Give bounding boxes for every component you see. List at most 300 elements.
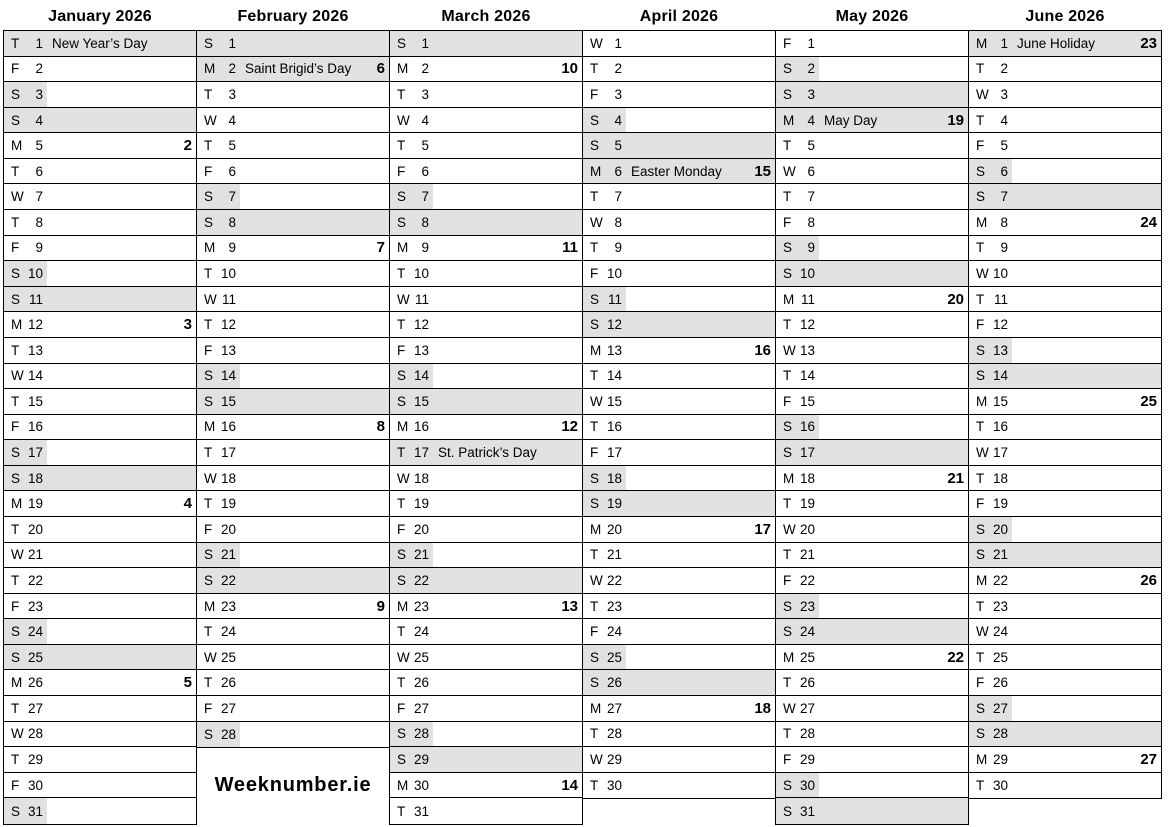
day-row [390, 543, 582, 569]
month-title: February 2026 [237, 8, 349, 25]
day-letter: W [11, 547, 24, 563]
day-number: 24 [992, 624, 1008, 640]
day-letter: F [11, 61, 20, 77]
day-letter: W [783, 342, 796, 358]
day-row [583, 108, 775, 134]
day-number: 8 [807, 214, 815, 230]
day-row [197, 338, 389, 364]
week-number: 23 [1140, 34, 1157, 52]
day-row [583, 773, 775, 799]
day-row [390, 619, 582, 645]
day-row [197, 415, 389, 441]
day-row [4, 389, 196, 415]
day-letter: T [204, 496, 213, 512]
day-letter: T [204, 265, 213, 281]
day-letter: S [397, 189, 407, 205]
day-number: 4 [228, 112, 236, 128]
day-row [197, 568, 389, 594]
day-letter: T [976, 778, 985, 794]
day-row [776, 184, 968, 210]
day-row [390, 338, 582, 364]
day-number: 7 [421, 189, 429, 205]
day-letter: W [783, 700, 796, 716]
day-letter: S [590, 317, 600, 333]
day-row [969, 82, 1161, 108]
day-number: 13 [606, 342, 622, 358]
month-title: January 2026 [48, 8, 152, 25]
day-number: 4 [421, 112, 429, 128]
day-letter: T [204, 86, 213, 102]
day-letter: W [590, 35, 603, 51]
day-letter: F [590, 265, 599, 281]
day-number: 3 [1000, 86, 1008, 102]
month-column-may [775, 4, 969, 825]
day-letter: S [590, 112, 600, 128]
day-row [4, 773, 196, 799]
day-number: 30 [799, 777, 815, 793]
day-row [969, 543, 1161, 569]
month-grid [3, 30, 197, 825]
holiday-label: Saint Brigid’s Day [245, 61, 352, 77]
day-row [583, 338, 775, 364]
day-letter: T [397, 496, 406, 512]
day-row [583, 210, 775, 236]
day-number: 17 [27, 445, 43, 461]
day-number: 29 [992, 751, 1008, 767]
day-row [776, 440, 968, 466]
day-letter: S [590, 291, 600, 307]
day-number: 14 [413, 368, 429, 384]
day-row [969, 696, 1161, 722]
day-letter: S [976, 189, 986, 205]
day-number: 19 [27, 496, 43, 512]
day-row [776, 210, 968, 236]
day-number: 9 [228, 240, 236, 256]
day-number: 23 [606, 598, 622, 614]
day-number: 6 [807, 163, 815, 179]
day-number: 30 [413, 777, 429, 793]
day-letter: M [783, 291, 795, 307]
day-number: 10 [799, 265, 815, 281]
day-row [390, 722, 582, 748]
day-row [969, 491, 1161, 517]
day-letter: M [11, 317, 23, 333]
day-row [776, 670, 968, 696]
day-letter: T [397, 86, 406, 102]
week-number: 16 [754, 341, 771, 359]
day-letter: M [783, 470, 795, 486]
day-letter: S [204, 547, 214, 563]
week-number: 10 [561, 60, 578, 78]
day-number: 6 [421, 163, 429, 179]
day-letter: T [397, 317, 406, 333]
day-row [390, 594, 582, 620]
day-letter: S [976, 342, 986, 358]
day-number: 2 [421, 61, 429, 77]
day-number: 5 [35, 138, 43, 154]
day-number: 23 [992, 598, 1008, 614]
day-letter: W [976, 624, 989, 640]
day-letter: S [976, 547, 986, 563]
day-letter: W [204, 112, 217, 128]
day-row [4, 594, 196, 620]
day-row [390, 645, 582, 671]
day-number: 10 [413, 265, 429, 281]
month-column-april [582, 4, 776, 799]
day-row [776, 82, 968, 108]
day-number: 8 [228, 214, 236, 230]
day-number: 18 [799, 470, 815, 486]
day-row [4, 261, 196, 287]
day-letter: M [590, 521, 602, 537]
day-letter: M [783, 112, 795, 128]
week-number: 26 [1140, 571, 1157, 589]
day-letter: F [397, 521, 406, 537]
day-letter: W [590, 572, 603, 588]
day-letter: W [976, 265, 989, 281]
day-letter: T [397, 624, 406, 640]
day-row [197, 440, 389, 466]
day-row [776, 338, 968, 364]
week-number: 8 [376, 418, 385, 436]
holiday-label: June Holiday [1017, 35, 1096, 51]
day-row [390, 466, 582, 492]
day-row [969, 594, 1161, 620]
day-letter: S [397, 572, 407, 588]
day-number: 24 [220, 624, 236, 640]
day-row [390, 31, 582, 57]
day-letter: F [397, 163, 406, 179]
day-number: 7 [807, 189, 815, 205]
day-number: 31 [27, 803, 43, 819]
week-number: 17 [754, 520, 771, 538]
week-number: 7 [376, 239, 385, 257]
day-number: 25 [27, 649, 43, 665]
day-letter: S [783, 265, 793, 281]
week-number: 18 [754, 699, 771, 717]
day-number: 27 [799, 700, 815, 716]
day-row [969, 108, 1161, 134]
day-letter: S [590, 496, 600, 512]
day-number: 22 [413, 572, 429, 588]
day-row [776, 722, 968, 748]
day-number: 22 [799, 572, 815, 588]
day-number: 18 [992, 470, 1008, 486]
day-letter: T [590, 726, 599, 742]
day-row [197, 184, 389, 210]
day-letter: T [11, 393, 20, 409]
day-number: 18 [27, 470, 43, 486]
day-letter: M [204, 598, 216, 614]
day-number: 8 [614, 214, 622, 230]
day-row [390, 210, 582, 236]
day-letter: F [976, 675, 985, 691]
day-row [969, 517, 1161, 543]
day-letter: T [204, 317, 213, 333]
day-number: 6 [228, 163, 236, 179]
day-letter: T [783, 726, 792, 742]
day-letter: W [11, 726, 24, 742]
week-number: 27 [1140, 750, 1157, 768]
day-letter: W [397, 649, 410, 665]
day-letter: S [11, 624, 21, 640]
day-row [197, 312, 389, 338]
day-row [583, 440, 775, 466]
day-row [390, 82, 582, 108]
day-number: 28 [413, 726, 429, 742]
day-number: 10 [992, 265, 1008, 281]
site-logo[interactable]: Weeknumber.ie [214, 774, 372, 797]
day-letter: T [783, 138, 792, 154]
day-row [776, 261, 968, 287]
day-number: 21 [27, 547, 43, 563]
day-number: 9 [421, 240, 429, 256]
day-row [969, 389, 1161, 415]
day-row [583, 491, 775, 517]
day-number: 8 [421, 214, 429, 230]
day-number: 6 [35, 163, 43, 179]
day-letter: T [204, 445, 213, 461]
day-number: 26 [27, 675, 43, 691]
day-number: 25 [799, 649, 815, 665]
day-number: 10 [606, 265, 622, 281]
day-letter: S [976, 521, 986, 537]
day-row [776, 619, 968, 645]
day-number: 15 [220, 393, 236, 409]
day-letter: W [397, 291, 410, 307]
day-row [776, 236, 968, 262]
day-letter: F [204, 342, 213, 358]
day-number: 13 [27, 342, 43, 358]
day-letter: T [783, 675, 792, 691]
day-row [969, 645, 1161, 671]
day-number: 3 [35, 86, 43, 102]
day-number: 17 [413, 445, 429, 461]
week-number: 2 [183, 137, 192, 155]
day-letter: T [11, 521, 20, 537]
day-number: 6 [1000, 163, 1008, 179]
day-number: 25 [992, 649, 1008, 665]
day-number: 4 [35, 112, 43, 128]
day-number: 12 [220, 317, 236, 333]
day-letter: W [11, 368, 24, 384]
day-row [583, 645, 775, 671]
day-row [776, 57, 968, 83]
week-number: 3 [183, 316, 192, 334]
day-row [197, 722, 389, 748]
day-number: 1 [807, 35, 815, 51]
day-number: 25 [413, 649, 429, 665]
day-number: 27 [606, 700, 622, 716]
day-number: 3 [228, 86, 236, 102]
day-letter: M [397, 777, 409, 793]
day-row [390, 415, 582, 441]
day-number: 22 [27, 572, 43, 588]
day-letter: S [397, 393, 407, 409]
day-letter: F [976, 496, 985, 512]
day-letter: M [783, 649, 795, 665]
day-number: 24 [606, 624, 622, 640]
day-number: 30 [992, 778, 1008, 794]
day-letter: T [783, 368, 792, 384]
day-letter: M [397, 419, 409, 435]
day-number: 28 [220, 726, 236, 742]
day-row [776, 389, 968, 415]
day-number: 5 [614, 138, 622, 154]
day-letter: F [204, 163, 213, 179]
day-row [776, 159, 968, 185]
day-letter: T [976, 61, 985, 77]
day-letter: T [397, 138, 406, 154]
day-letter: T [590, 547, 599, 563]
day-letter: S [783, 86, 793, 102]
day-row [4, 619, 196, 645]
day-letter: F [397, 342, 406, 358]
day-row [969, 184, 1161, 210]
day-number: 19 [220, 496, 236, 512]
day-number: 13 [799, 342, 815, 358]
day-letter: T [397, 265, 406, 281]
day-number: 20 [413, 521, 429, 537]
day-row [969, 440, 1161, 466]
day-letter: T [204, 138, 213, 154]
day-number: 7 [614, 189, 622, 205]
day-number: 29 [27, 751, 43, 767]
day-row [969, 287, 1161, 313]
day-letter: W [397, 112, 410, 128]
day-row [4, 747, 196, 773]
day-letter: S [783, 445, 793, 461]
day-letter: M [204, 419, 216, 435]
day-number: 21 [413, 547, 429, 563]
day-number: 15 [606, 393, 622, 409]
day-letter: T [397, 445, 406, 461]
day-row [4, 696, 196, 722]
day-row [4, 57, 196, 83]
day-number: 18 [606, 470, 622, 486]
day-letter: M [976, 393, 988, 409]
day-row [197, 389, 389, 415]
day-letter: T [11, 214, 20, 230]
day-letter: T [397, 675, 406, 691]
day-number: 11 [221, 291, 236, 307]
day-letter: T [590, 598, 599, 614]
day-row [776, 466, 968, 492]
day-row [583, 619, 775, 645]
day-number: 14 [992, 368, 1008, 384]
day-number: 11 [28, 291, 43, 307]
day-number: 1 [421, 35, 429, 51]
day-letter: M [204, 240, 216, 256]
day-number: 11 [993, 291, 1008, 307]
day-row [776, 798, 968, 824]
day-number: 26 [799, 675, 815, 691]
day-number: 7 [35, 189, 43, 205]
day-number: 3 [421, 86, 429, 102]
day-row [197, 210, 389, 236]
day-number: 9 [614, 240, 622, 256]
day-row [776, 594, 968, 620]
day-number: 10 [27, 265, 43, 281]
day-row [4, 543, 196, 569]
day-row [4, 364, 196, 390]
day-row [197, 82, 389, 108]
day-letter: T [11, 572, 20, 588]
day-letter: F [976, 138, 985, 154]
day-number: 27 [27, 700, 43, 716]
day-letter: S [397, 751, 407, 767]
day-row [4, 466, 196, 492]
day-number: 6 [614, 163, 622, 179]
day-letter: W [204, 291, 217, 307]
day-number: 12 [992, 317, 1008, 333]
day-row [776, 773, 968, 799]
day-row [969, 159, 1161, 185]
day-row [969, 722, 1161, 748]
month-grid [775, 30, 969, 825]
day-row [583, 389, 775, 415]
day-number: 23 [220, 598, 236, 614]
day-number: 28 [606, 726, 622, 742]
day-row [969, 773, 1161, 799]
day-number: 2 [35, 61, 43, 77]
day-row [583, 364, 775, 390]
month-column-june [968, 4, 1162, 799]
day-number: 2 [807, 61, 815, 77]
day-number: 7 [1000, 189, 1008, 205]
day-number: 28 [799, 726, 815, 742]
day-letter: S [590, 649, 600, 665]
day-letter: T [590, 240, 599, 256]
day-letter: F [783, 35, 792, 51]
day-letter: M [397, 598, 409, 614]
day-letter: T [11, 163, 20, 179]
day-number: 29 [799, 751, 815, 767]
day-row [4, 517, 196, 543]
day-number: 16 [799, 419, 815, 435]
day-row [390, 57, 582, 83]
day-letter: T [590, 189, 599, 205]
day-letter: W [976, 445, 989, 461]
day-letter: S [590, 675, 600, 691]
week-number: 9 [376, 597, 385, 615]
day-letter: F [11, 419, 20, 435]
day-number: 19 [413, 496, 429, 512]
day-letter: F [783, 572, 792, 588]
day-letter: F [783, 393, 792, 409]
day-number: 27 [992, 700, 1008, 716]
day-letter: S [11, 803, 21, 819]
day-row [776, 364, 968, 390]
day-number: 23 [413, 598, 429, 614]
day-number: 13 [220, 342, 236, 358]
week-number: 14 [561, 776, 578, 794]
day-row [583, 57, 775, 83]
day-letter: M [204, 61, 216, 77]
day-row [969, 31, 1161, 57]
day-number: 25 [606, 649, 622, 665]
day-letter: W [397, 470, 410, 486]
day-number: 16 [27, 419, 43, 435]
day-number: 15 [27, 393, 43, 409]
day-row [390, 287, 582, 313]
week-number: 11 [562, 239, 578, 257]
day-letter: T [11, 751, 20, 767]
day-row [197, 133, 389, 159]
day-row [969, 210, 1161, 236]
day-letter: S [11, 649, 21, 665]
day-row [390, 364, 582, 390]
